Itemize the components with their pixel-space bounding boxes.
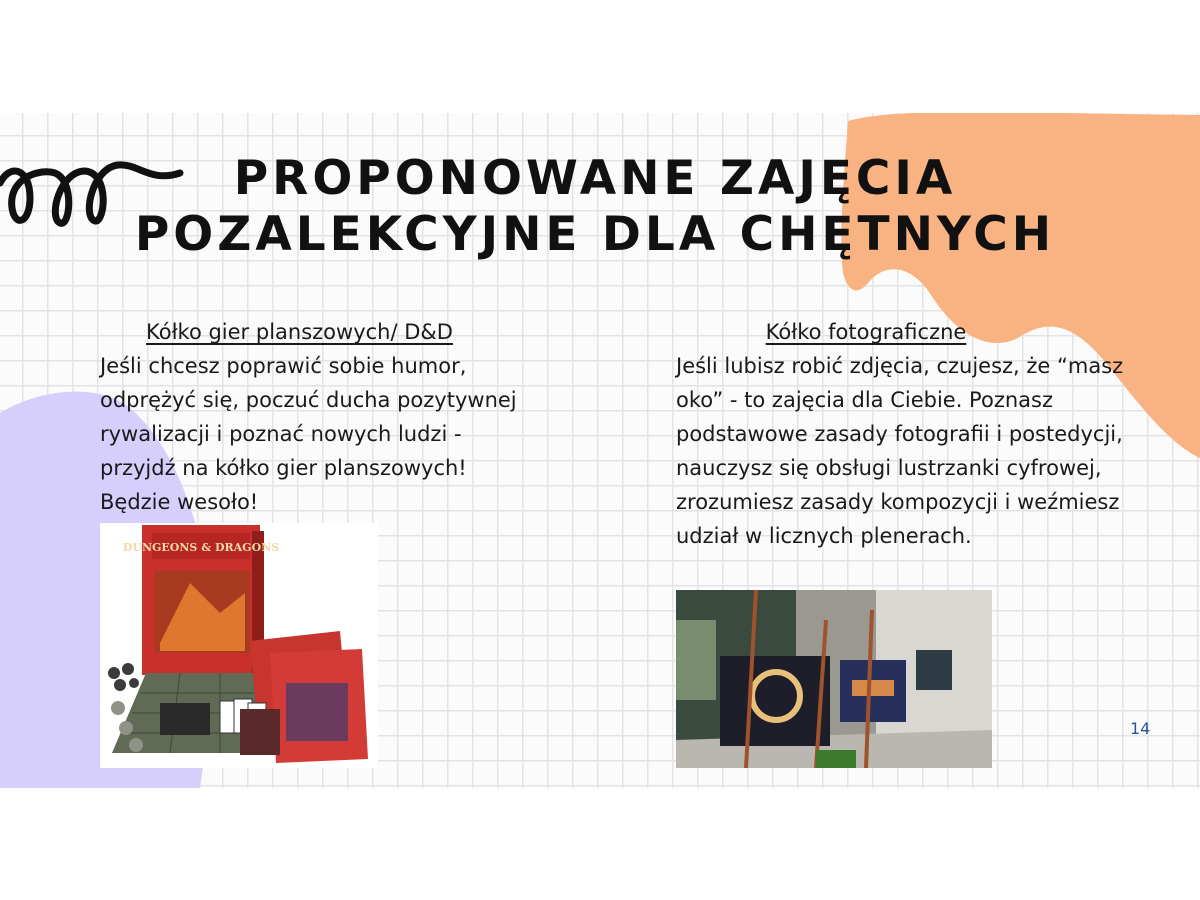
board-games-section [100,315,540,519]
board-games-heading: Kółko gier planszowych/ D&D [146,320,453,344]
dnd-starter-set-photo [100,523,378,768]
page-number: 14 [1130,719,1151,738]
photography-section [676,315,1146,553]
slide-title: PROPONOWANE ZAJĘCIA POZALEKCYJNE DLA CHĘTNYCH [134,151,1056,262]
slide [0,113,1200,788]
photography-heading: Kółko fotograficzne [765,320,967,344]
photography-description: Jeśli lubisz robić zdjęcia, czujesz, że “masz oko” - to zajęcia dla Ciebie. Poznasz podstawowe zasady fotografii i postedycji, nauczysz się obsługi lustrzanki cyfrowej, zrozumiesz zasady kompozycji i weźmiesz udział w licznych plenerach. [676,354,1124,548]
photo-exhibition-photo [676,590,992,768]
board-games-description: Jeśli chcesz poprawić sobie humor, odprężyć się, poczuć ducha pozytywnej rywalizacji i poznać nowych ludzi - przyjdź na kółko gier planszowych! Będzie wesoło! [100,354,517,514]
dnd-logo-text: DUNGEONS & DRAGONS [122,541,280,554]
